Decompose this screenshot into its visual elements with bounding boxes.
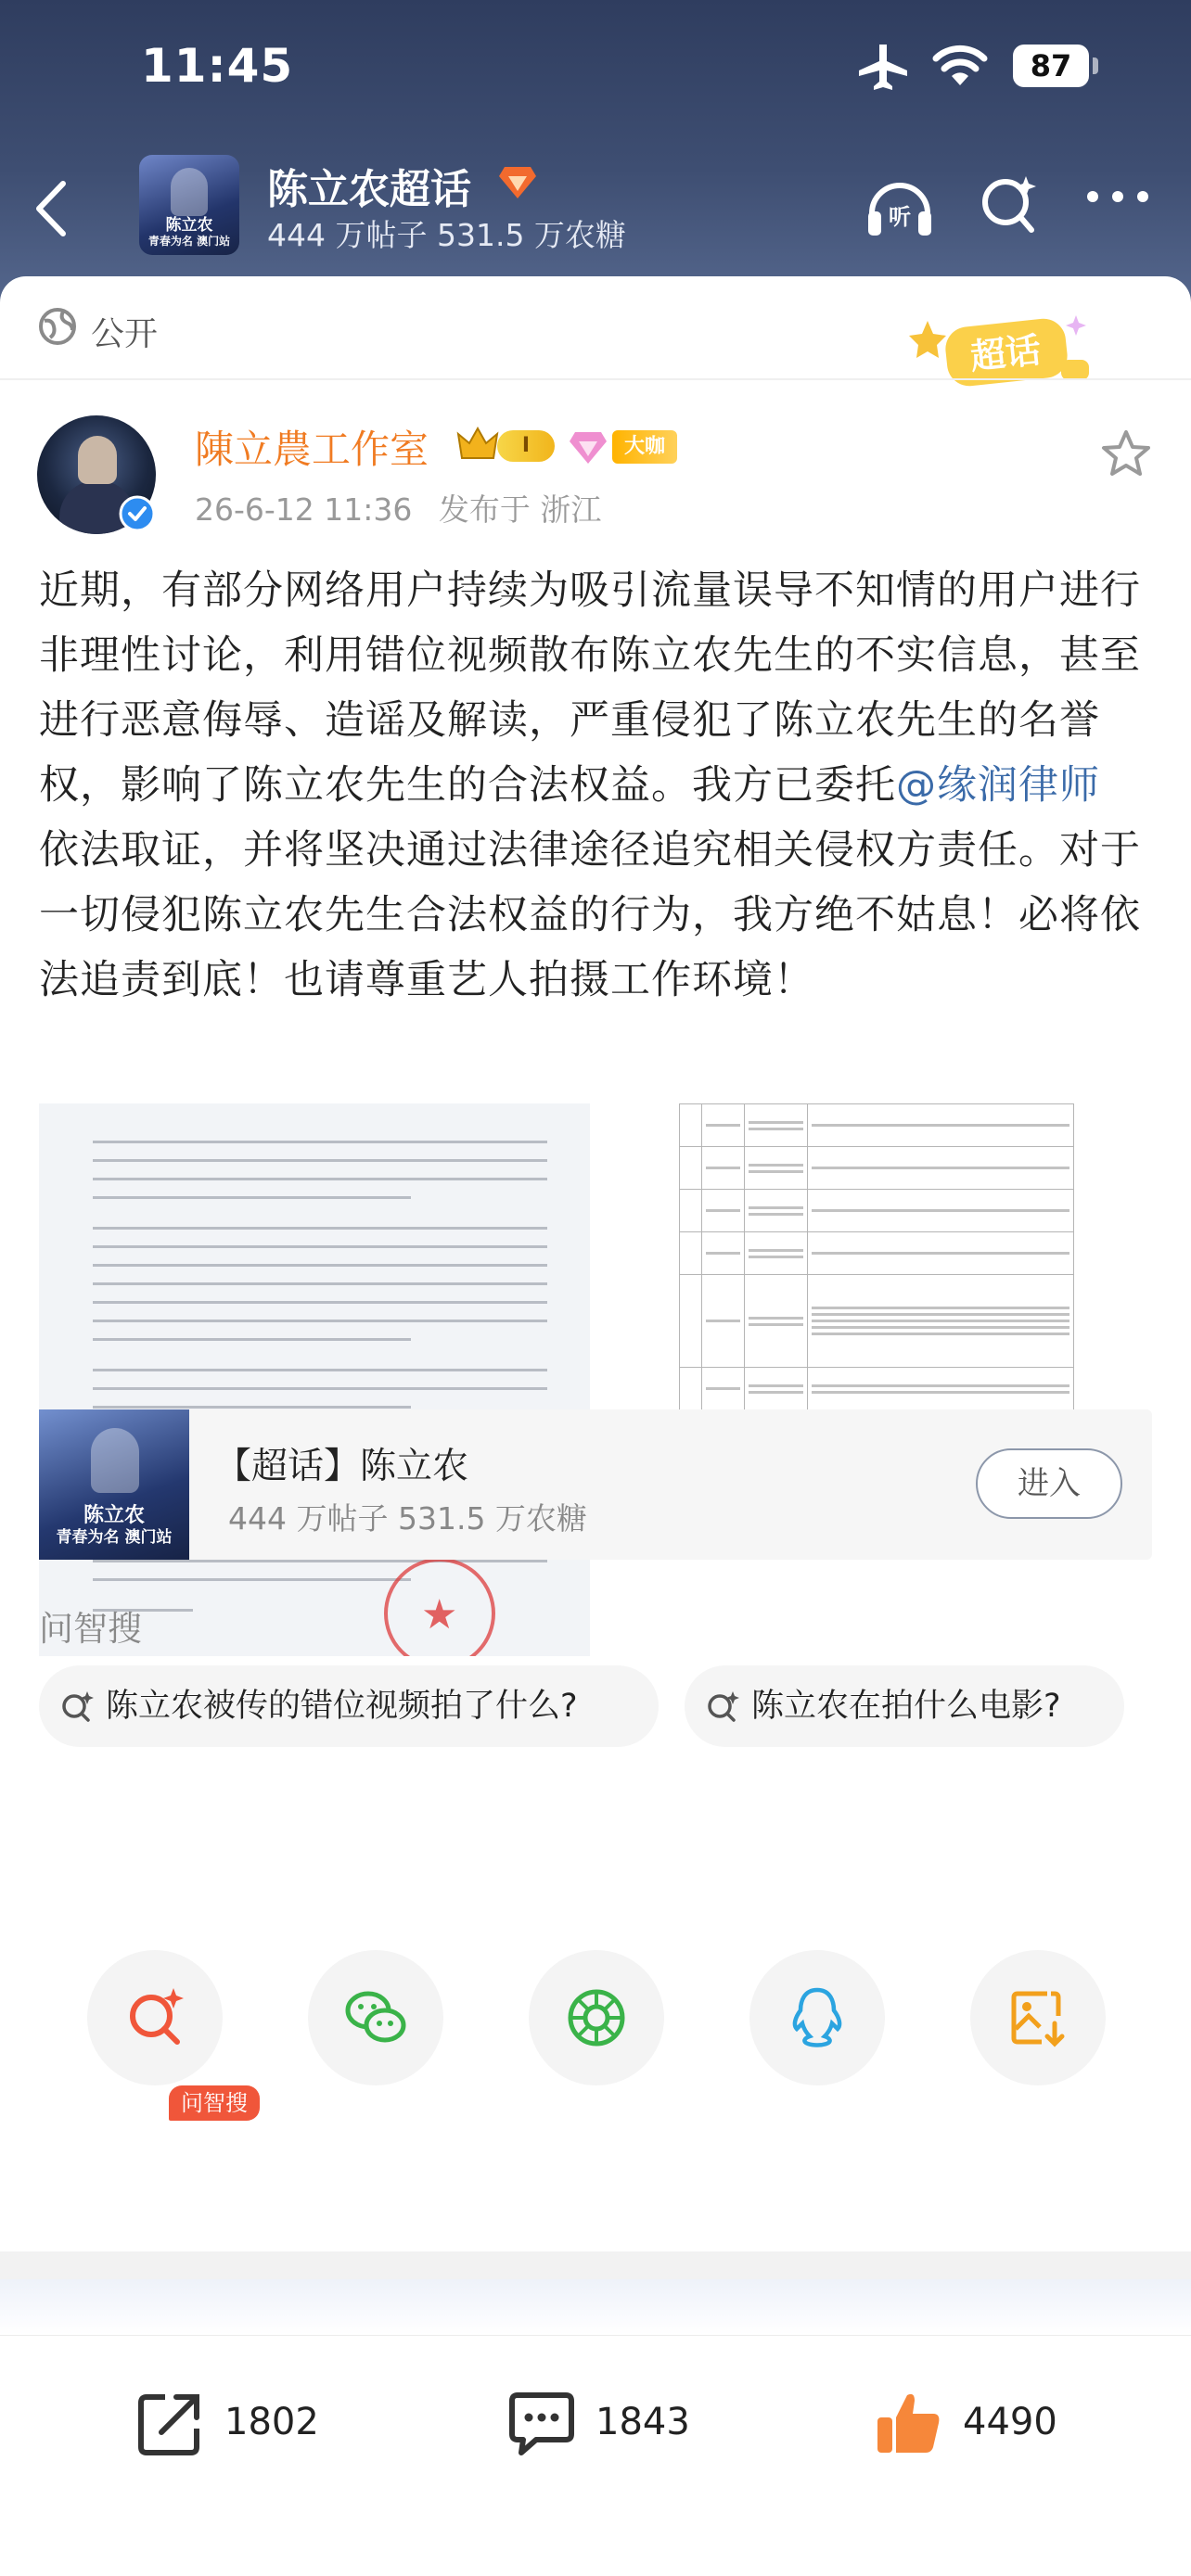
comment-count: 1843 xyxy=(596,2401,690,2443)
repost-icon xyxy=(134,2386,208,2460)
topic-header xyxy=(0,0,1191,306)
ai-search-small-icon xyxy=(705,1690,740,1725)
nav-bar xyxy=(0,139,1191,278)
like-count: 4490 xyxy=(963,2401,1057,2443)
wifi-icon xyxy=(931,43,989,87)
share-wechat-button[interactable] xyxy=(308,1950,443,2085)
battery-indicator xyxy=(1013,45,1089,87)
ai-search-icon[interactable] xyxy=(978,172,1043,237)
enter-topic-button[interactable]: 进入 xyxy=(976,1448,1122,1519)
battery-nub xyxy=(1093,57,1098,74)
fan-diamond-icon xyxy=(568,428,608,465)
topic-card-title: 【超话】陈立农 xyxy=(215,1446,469,1487)
wenzhisou-tag: 问智搜 xyxy=(169,2085,260,2121)
super-topic-diamond-icon xyxy=(497,163,538,200)
svg-text:听: 听 xyxy=(889,204,911,230)
ai-question-chip[interactable] xyxy=(685,1665,1124,1747)
avatar-caption-2: 青春为名 澳门站 xyxy=(147,235,231,248)
favorite-star-icon[interactable] xyxy=(1100,428,1152,478)
sticker-text: 超话 xyxy=(968,329,1044,377)
ai-question-text: 陈立农在拍什么电影? xyxy=(751,1688,1061,1725)
battery-level: 87 xyxy=(1030,48,1072,83)
airplane-mode-icon xyxy=(857,43,909,91)
more-options-icon[interactable] xyxy=(1085,187,1150,206)
member-level-badge xyxy=(497,430,555,462)
author-name[interactable]: 陳立農工作室 xyxy=(195,427,429,472)
divider xyxy=(0,378,1191,380)
listen-headphones-icon[interactable] xyxy=(863,172,937,241)
chaohua-sticker-icon xyxy=(909,302,1104,395)
post-meta xyxy=(195,486,618,529)
topic-card-avatar xyxy=(39,1409,189,1560)
ai-question-text: 陈立农被传的错位视频拍了什么? xyxy=(106,1688,578,1725)
wenzhisou-icon xyxy=(122,1984,188,2051)
big-shot-badge xyxy=(612,430,677,464)
topic-title[interactable]: 陈立农超话 xyxy=(267,166,471,213)
post-body xyxy=(39,558,1152,1013)
post-location: 发布于 浙江 xyxy=(438,491,602,528)
ai-search-small-icon xyxy=(59,1690,95,1725)
globe-icon xyxy=(37,306,78,347)
share-qq-button[interactable] xyxy=(749,1950,885,2085)
topic-avatar[interactable] xyxy=(139,155,239,255)
qq-icon xyxy=(784,1984,851,2051)
topic-card-caption-2: 青春为名 澳门站 xyxy=(56,1528,173,1547)
topic-card-caption-1: 陈立农 xyxy=(83,1504,145,1527)
comment-icon xyxy=(505,2386,579,2460)
wechat-icon xyxy=(342,1984,409,2051)
post-date: 26-6-12 11:36 xyxy=(195,491,413,528)
topic-card-stats: 444 万帖子 531.5 万农糖 xyxy=(228,1500,587,1537)
back-arrow-icon[interactable] xyxy=(28,178,74,239)
post-text-part2: 依法取证，并将坚决通过法律途径追究相关侵权方责任。对于一切侵犯陈立农先生合法权益的行为，我方绝不姑息！必将依法追责到底！也请尊重艺人拍摄工作环境！ xyxy=(39,827,1141,1003)
post-text-part1: 近期，有部分网络用户持续为吸引流量误导不知情的用户进行非理性讨论，利用错位视频散布陈立农先生的不实信息，甚至进行恶意侮辱、造谣及解读，严重侵犯了陈立农先生的名誉权，影响了陈立农先生的合法权益。我方已委托 xyxy=(39,567,1141,809)
share-moments-button[interactable] xyxy=(529,1950,664,2085)
topic-stats: 444 万帖子 531.5 万农糖 xyxy=(267,217,626,253)
avatar-figure xyxy=(171,168,208,216)
member-level-text: I xyxy=(521,434,531,457)
bottom-toolbar xyxy=(0,2335,1191,2576)
status-bar xyxy=(0,0,1191,139)
wenzhisou-label: 问智搜 xyxy=(39,1609,142,1649)
crown-icon xyxy=(455,423,501,464)
section-divider xyxy=(0,2251,1191,2279)
save-image-icon xyxy=(1005,1984,1071,2051)
verified-badge-icon xyxy=(119,495,156,532)
status-time: 11:45 xyxy=(141,39,294,93)
next-post-peek xyxy=(0,2279,1191,2335)
share-save-image-button[interactable] xyxy=(970,1950,1106,2085)
big-shot-text: 大咖 xyxy=(623,435,665,458)
thumbs-up-icon xyxy=(872,2386,946,2460)
law-firm-seal: ★ xyxy=(384,1558,495,1656)
ai-question-chip[interactable] xyxy=(39,1665,659,1747)
super-topic-card[interactable] xyxy=(39,1409,1152,1560)
repost-count: 1802 xyxy=(224,2401,319,2443)
visibility-label: 公开 xyxy=(91,315,159,353)
avatar-caption-1: 陈立农 xyxy=(165,216,213,235)
mention-link[interactable]: @缘润律师 xyxy=(896,762,1100,809)
moments-icon xyxy=(563,1984,630,2051)
post-image-legal-letter[interactable] xyxy=(39,1103,590,1656)
share-wenzhisou-button[interactable] xyxy=(87,1950,223,2085)
